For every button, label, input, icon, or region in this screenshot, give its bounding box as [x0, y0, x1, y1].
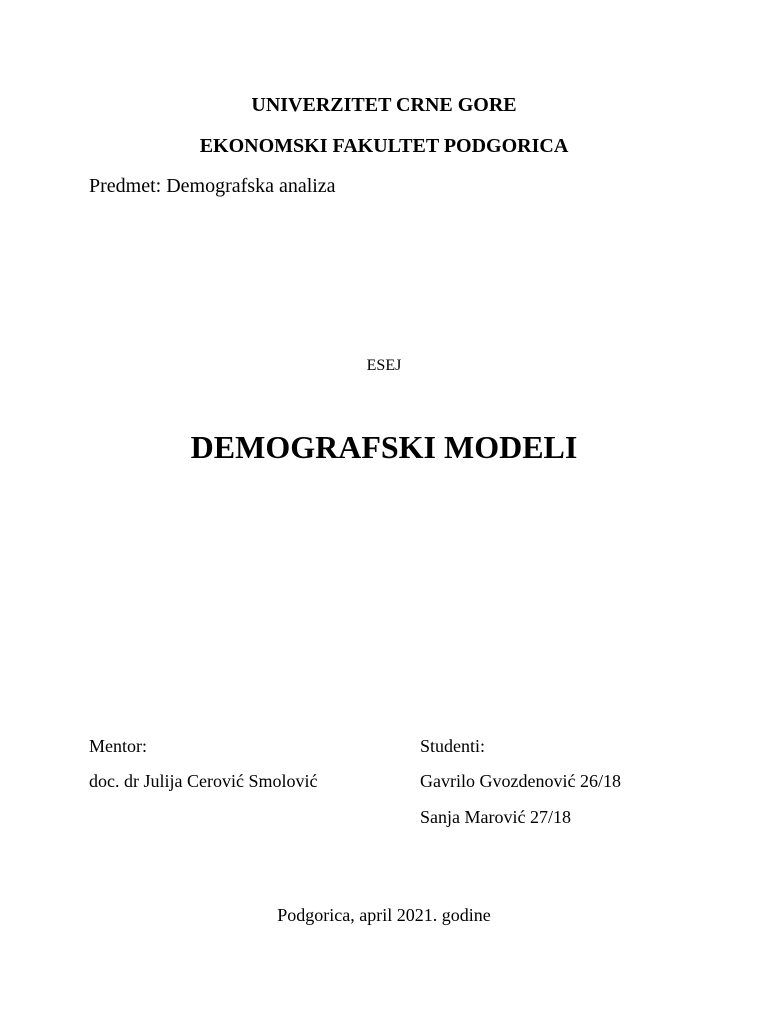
place-and-date: Podgorica, april 2021. godine [277, 905, 491, 925]
mentor-label: Mentor: [89, 736, 147, 756]
mentor-name: doc. dr Julija Cerović Smolović [89, 771, 318, 791]
student-name: Gavrilo Gvozdenović 26/18 [420, 771, 621, 791]
document-title: DEMOGRAFSKI MODELI [190, 429, 578, 465]
university-name: UNIVERZITET CRNE GORE [251, 94, 517, 116]
student-name: Sanja Marović 27/18 [420, 807, 571, 827]
faculty-name: EKONOMSKI FAKULTET PODGORICA [199, 135, 569, 157]
subject-line: Predmet: Demografska analiza [89, 175, 336, 197]
students-label: Studenti: [420, 736, 486, 756]
document-type: ESEJ [366, 357, 402, 374]
